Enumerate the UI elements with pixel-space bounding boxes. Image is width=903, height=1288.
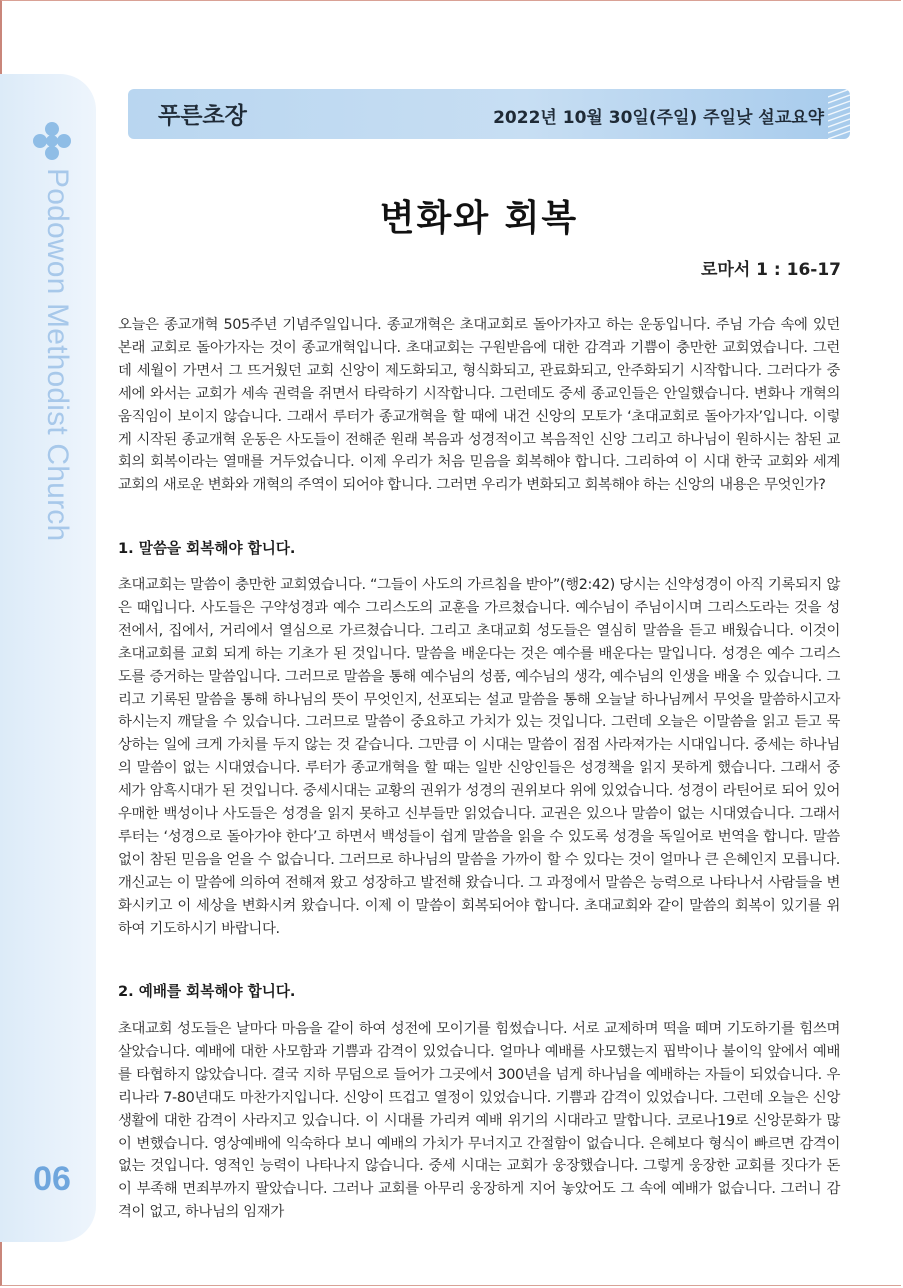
section-body: 초대교회는 말씀이 충만한 교회였습니다. “그들이 사도의 가르침을 받아”(행2:42) 당시는 신약성경이 아직 기록되지 않은 때입니다. 사도들은 구약성경과 예수 그리스도의 교훈을 가르쳤습니다. 예수님이 주님이시며 그리스도라는 것을 성전에서, 집에서, 거리에서 열심으로 가르쳤습니다. 그리고 초대교회 성도들은 열심히 말씀을 듣고 배웠습니다. 이것이 초대교회를 교회 되게 하는 기초가 된 것입니다. 말씀을 배운다는 것은 예수를 배운다는 말입니다. 성경은 예수 그리스도를 증거하는 말씀입니다. 그러므로 말씀을 통해 예수님의 성품, 예수님의 생각, 예수님의 인생을 배울 수 있습니다. 그리고 기록된 말씀을 통해 하나님의 뜻이 무엇인지, 선포되는 설교 말씀을 통해 오늘날 하나님께서 무엇을 말씀하시고자 하시는지 깨달을 수 있습니다. 그러므로 말씀이 중요하고 가치가 있는 것입니다. 그런데 오늘은 이말씀을 읽고 듣고 묵상하는 일에 크게 가치를 두지 않는 것 같습니다. 그만큼 이 시대는 말씀이 점점 사라져가는 시대입니다. 중세는 하나님의 말씀이 없는 시대였습니다. 루터가 종교개혁을 할 때는 일반 신앙인들은 성경책을 읽지 못하게 했습니다. 그래서 중세가 암흑시대가 된 것입니다. 중세시대는 교황의 권위가 성경의 권위보다 위에 있었습니다. 성경이 라틴어로 되어 있어 우매한 백성이나 사도들은 성경을 읽지 못하고 신부들만 읽었습니다. 교권은 있으나 말씀이 없는 시대였습니다. 그래서 루터는 ‘성경으로 돌아가야 한다’고 하면서 백성들이 쉽게 말씀을 읽을 수 있도록 성경을 독일어로 번역을 합니다. 말씀 없이 참된 믿음을 얻을 수 없습니다. 그러므로 하나님의 말씀을 가까이 할 수 있다는 것이 얼마나 큰 은혜인지 모릅니다. 개신교는 이 말씀에 의하여 전해져 왔고 성장하고 발전해 왔습니다. 그 과정에서 말씀은 능력으로 나타나서 사람들을 변화시키고 이 세상을 변화시켜 왔습니다. 이제 이 말씀이 회복되어야 합니다. 초대교회와 같이 말씀의 회복이 있기를 위하여 기도하시기 바랍니다. <box>118 577 840 937</box>
section-label: 푸른초장 <box>158 103 247 129</box>
section-heading: 2. 예배를 회복해야 합니다. <box>118 983 296 1000</box>
intro-paragraph: 오늘은 종교개혁 505주년 기념주일입니다. 종교개혁은 초대교회로 돌아가자고 하는 운동입니다. 주님 가슴 속에 있던 본래 교회로 돌아가자는 것이 종교개혁입니다. 초대교회는 구원받음에 대한 감격과 기쁨이 충만한 교회였습니다. 그런데 세월이 가면서 그 뜨거웠던 교회 신앙이 제도화되고, 형식화되고, 관료화되고, 안주화되기 시작합니다. 그러다가 중세에 와서는 교회가 세속 권력을 쥐면서 타락하기 시작합니다. 그런데도 중세 종교인들은 안일했습니다. 변화나 개혁의 움직임이 보이지 않습니다. 그래서 루터가 종교개혁을 할 때에 내건 신앙의 모토가 ‘초대교회로 돌아가자’입니다. 이렇게 시작된 종교개혁 운동은 사도들이 전해준 원래 복음과 성경적이고 복음적인 신앙 그리고 하나님이 원하시는 참된 교회의 회복이라는 열매를 거두었습니다. 이제 우리가 처음 믿음을 회복해야 합니다. 그리하여 이 시대 한국 교회와 세계 교회의 새로운 변화와 개혁의 주역이 되어야 합니다. 그러면 우리가 변화되고 회복해야 하는 신앙의 내용은 무엇인가? <box>118 317 840 494</box>
scripture-reference: 로마서 1 : 16-17 <box>700 260 841 280</box>
cross-icon <box>33 122 71 160</box>
header-banner <box>128 89 850 139</box>
sermon-title: 변화와 회복 <box>379 197 579 239</box>
date-label: 2022년 10월 30일(주일) 주일낮 설교요약 <box>493 108 824 128</box>
side-tab <box>0 74 96 1242</box>
section-body: 초대교회 성도들은 날마다 마음을 같이 하여 성전에 모이기를 힘썼습니다. 서로 교제하며 떡을 떼며 기도하기를 힘쓰며 살았습니다. 예배에 대한 사모함과 기쁨과 감격이 있었습니다. 얼마나 예배를 사모했는지 핍박이나 불이익 앞에서 예배를 타협하지 않았습니다. 결국 지하 무덤으로 들어가 그곳에서 300년을 넘게 하나님을 예배하는 자들이 되었습니다. 우리나라 7-80년대도 마찬가지입니다. 신앙이 뜨겁고 열정이 있었습니다. 기쁨과 감격이 있었습니다. 그런데 오늘은 신앙생활에 대한 감격이 사라지고 있습니다. 이 시대를 가리켜 예배 위기의 시대라고 말합니다. 코로나19로 신앙문화가 많이 변했습니다. 영상예배에 익숙하다 보니 예배의 가치가 무너지고 간절함이 없습니다. 은혜보다 형식이 빠르면 감격이 없는 것입니다. 영적인 능력이 나타나지 않습니다. 중세 시대는 교회가 웅장했습니다. 그렇게 웅장한 교회를 짓다가 돈이 부족해 면죄부까지 팔았습니다. 그러나 교회를 아무리 웅장하게 지어 놓았어도 그 속에 예배가 없습니다. 그러니 감격이 없고, 하나님의 임재가 <box>118 1021 840 1221</box>
church-name-vertical <box>22 168 82 542</box>
page-number: 06 <box>33 1160 71 1198</box>
banner-stripes <box>828 89 850 139</box>
church-name: Podowon Methodist Church <box>41 168 74 542</box>
section-heading: 1. 말씀을 회복해야 합니다. <box>118 540 296 557</box>
